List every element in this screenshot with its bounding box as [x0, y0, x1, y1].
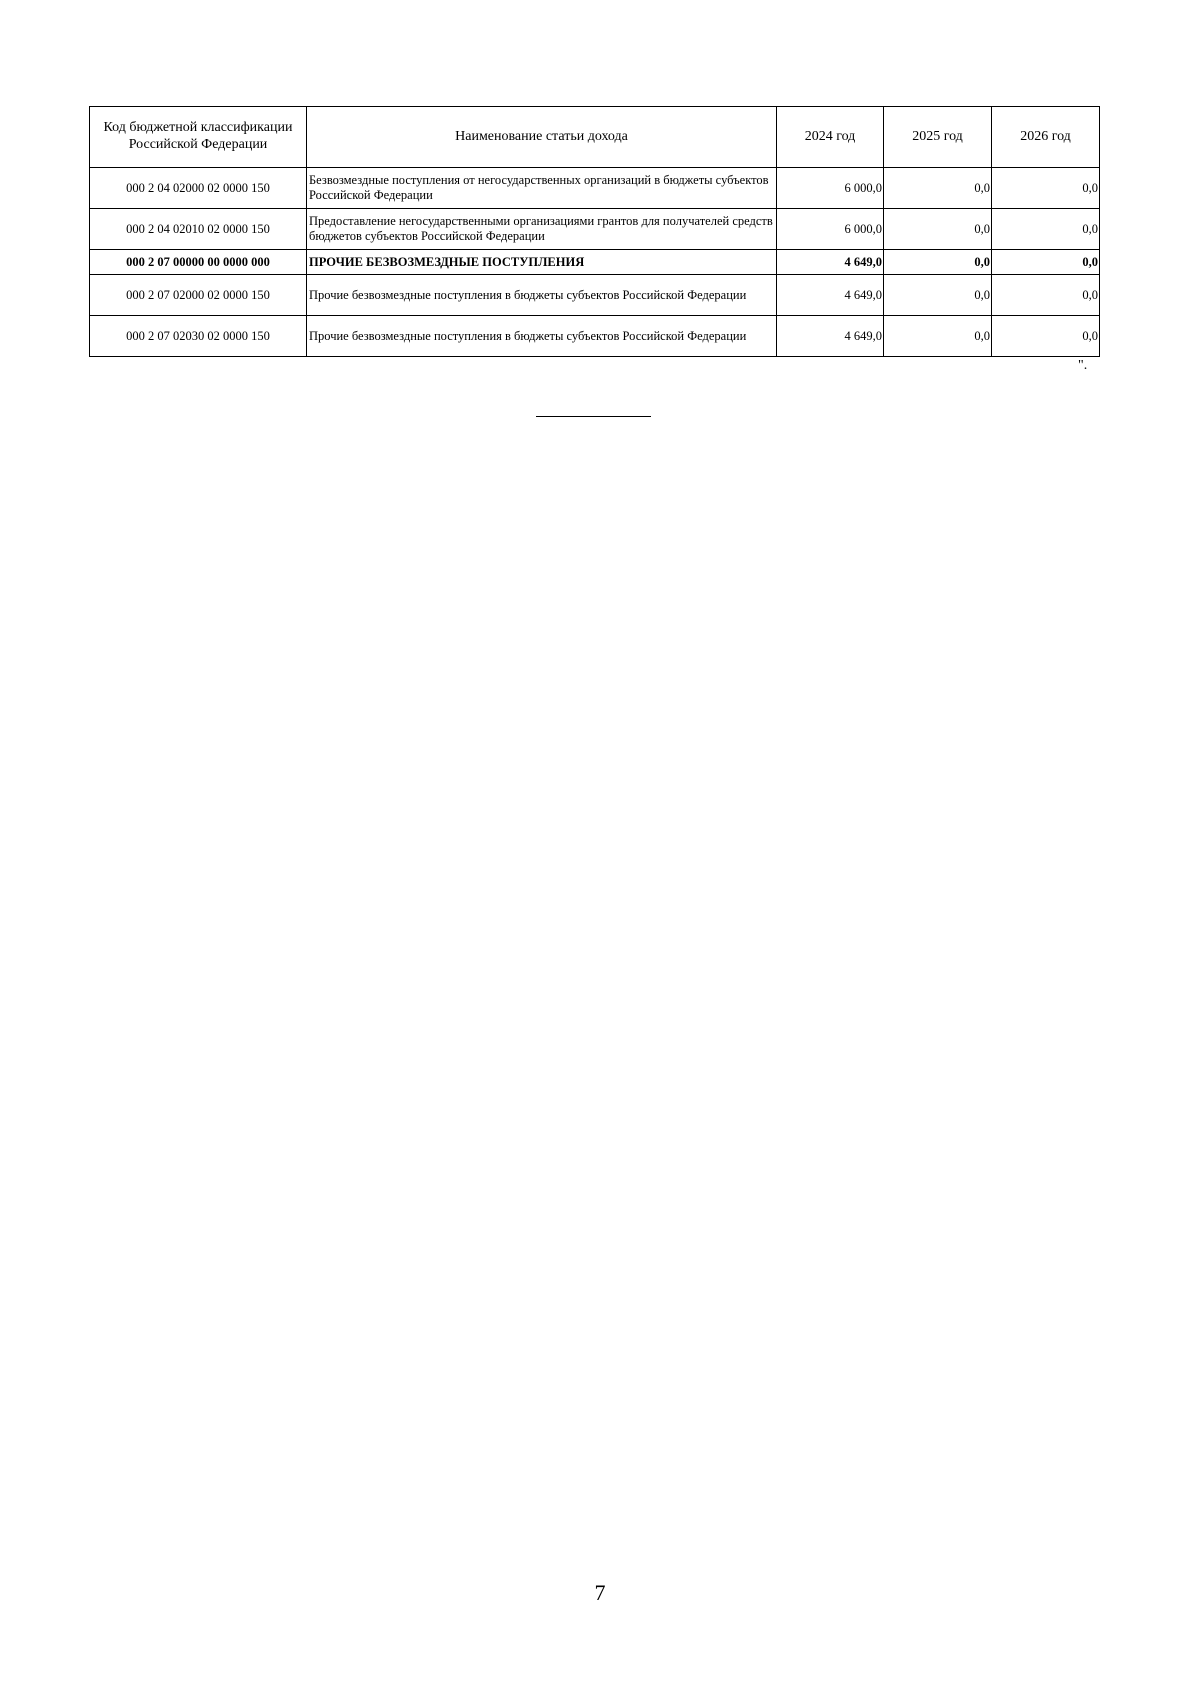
- cell-2026: 0,0: [992, 316, 1100, 357]
- separator-line: [536, 416, 651, 417]
- cell-2025: 0,0: [884, 316, 992, 357]
- header-2026: 2026 год: [992, 107, 1100, 168]
- table-row: [90, 168, 1100, 209]
- cell-2026: 0,0: [992, 250, 1100, 275]
- cell-2026: 0,0: [992, 209, 1100, 250]
- cell-2025: 0,0: [884, 168, 992, 209]
- header-2025: 2025 год: [884, 107, 992, 168]
- header-2024: 2024 год: [777, 107, 884, 168]
- table-row: [90, 275, 1100, 316]
- cell-name: Прочие безвозмездные поступления в бюджеты субъектов Российской Федерации: [307, 316, 777, 357]
- cell-name: ПРОЧИЕ БЕЗВОЗМЕЗДНЫЕ ПОСТУПЛЕНИЯ: [307, 250, 777, 275]
- table-row-total: [90, 250, 1100, 275]
- table-row: [90, 316, 1100, 357]
- cell-code: 000 2 04 02010 02 0000 150: [90, 209, 307, 250]
- header-code: Код бюджетной классификации Российской Федерации: [90, 107, 307, 168]
- cell-code: 000 2 07 02000 02 0000 150: [90, 275, 307, 316]
- cell-2025: 0,0: [884, 250, 992, 275]
- cell-2024: 6 000,0: [777, 209, 884, 250]
- cell-name: Безвозмездные поступления от негосударственных организаций в бюджеты субъектов Российской Федерации: [307, 168, 777, 209]
- cell-name: Прочие безвозмездные поступления в бюджеты субъектов Российской Федерации: [307, 275, 777, 316]
- cell-2024: 4 649,0: [777, 316, 884, 357]
- cell-2026: 0,0: [992, 168, 1100, 209]
- page-number: 7: [594, 1580, 606, 1605]
- cell-2024: 4 649,0: [777, 250, 884, 275]
- cell-2024: 6 000,0: [777, 168, 884, 209]
- cell-code: 000 2 07 02030 02 0000 150: [90, 316, 307, 357]
- cell-2026: 0,0: [992, 275, 1100, 316]
- table-header-row: [90, 107, 1100, 168]
- cell-code: 000 2 04 02000 02 0000 150: [90, 168, 307, 209]
- cell-code: 000 2 07 00000 00 0000 000: [90, 250, 307, 275]
- cell-2025: 0,0: [884, 275, 992, 316]
- header-name: Наименование статьи дохода: [307, 107, 777, 168]
- budget-revenue-table: [89, 106, 1100, 357]
- cell-2025: 0,0: [884, 209, 992, 250]
- closing-quote-mark: ".: [1078, 358, 1088, 373]
- cell-name: Предоставление негосударственными организациями грантов для получателей средств бюджетов субъектов Российской Федерации: [307, 209, 777, 250]
- table-row: [90, 209, 1100, 250]
- cell-2024: 4 649,0: [777, 275, 884, 316]
